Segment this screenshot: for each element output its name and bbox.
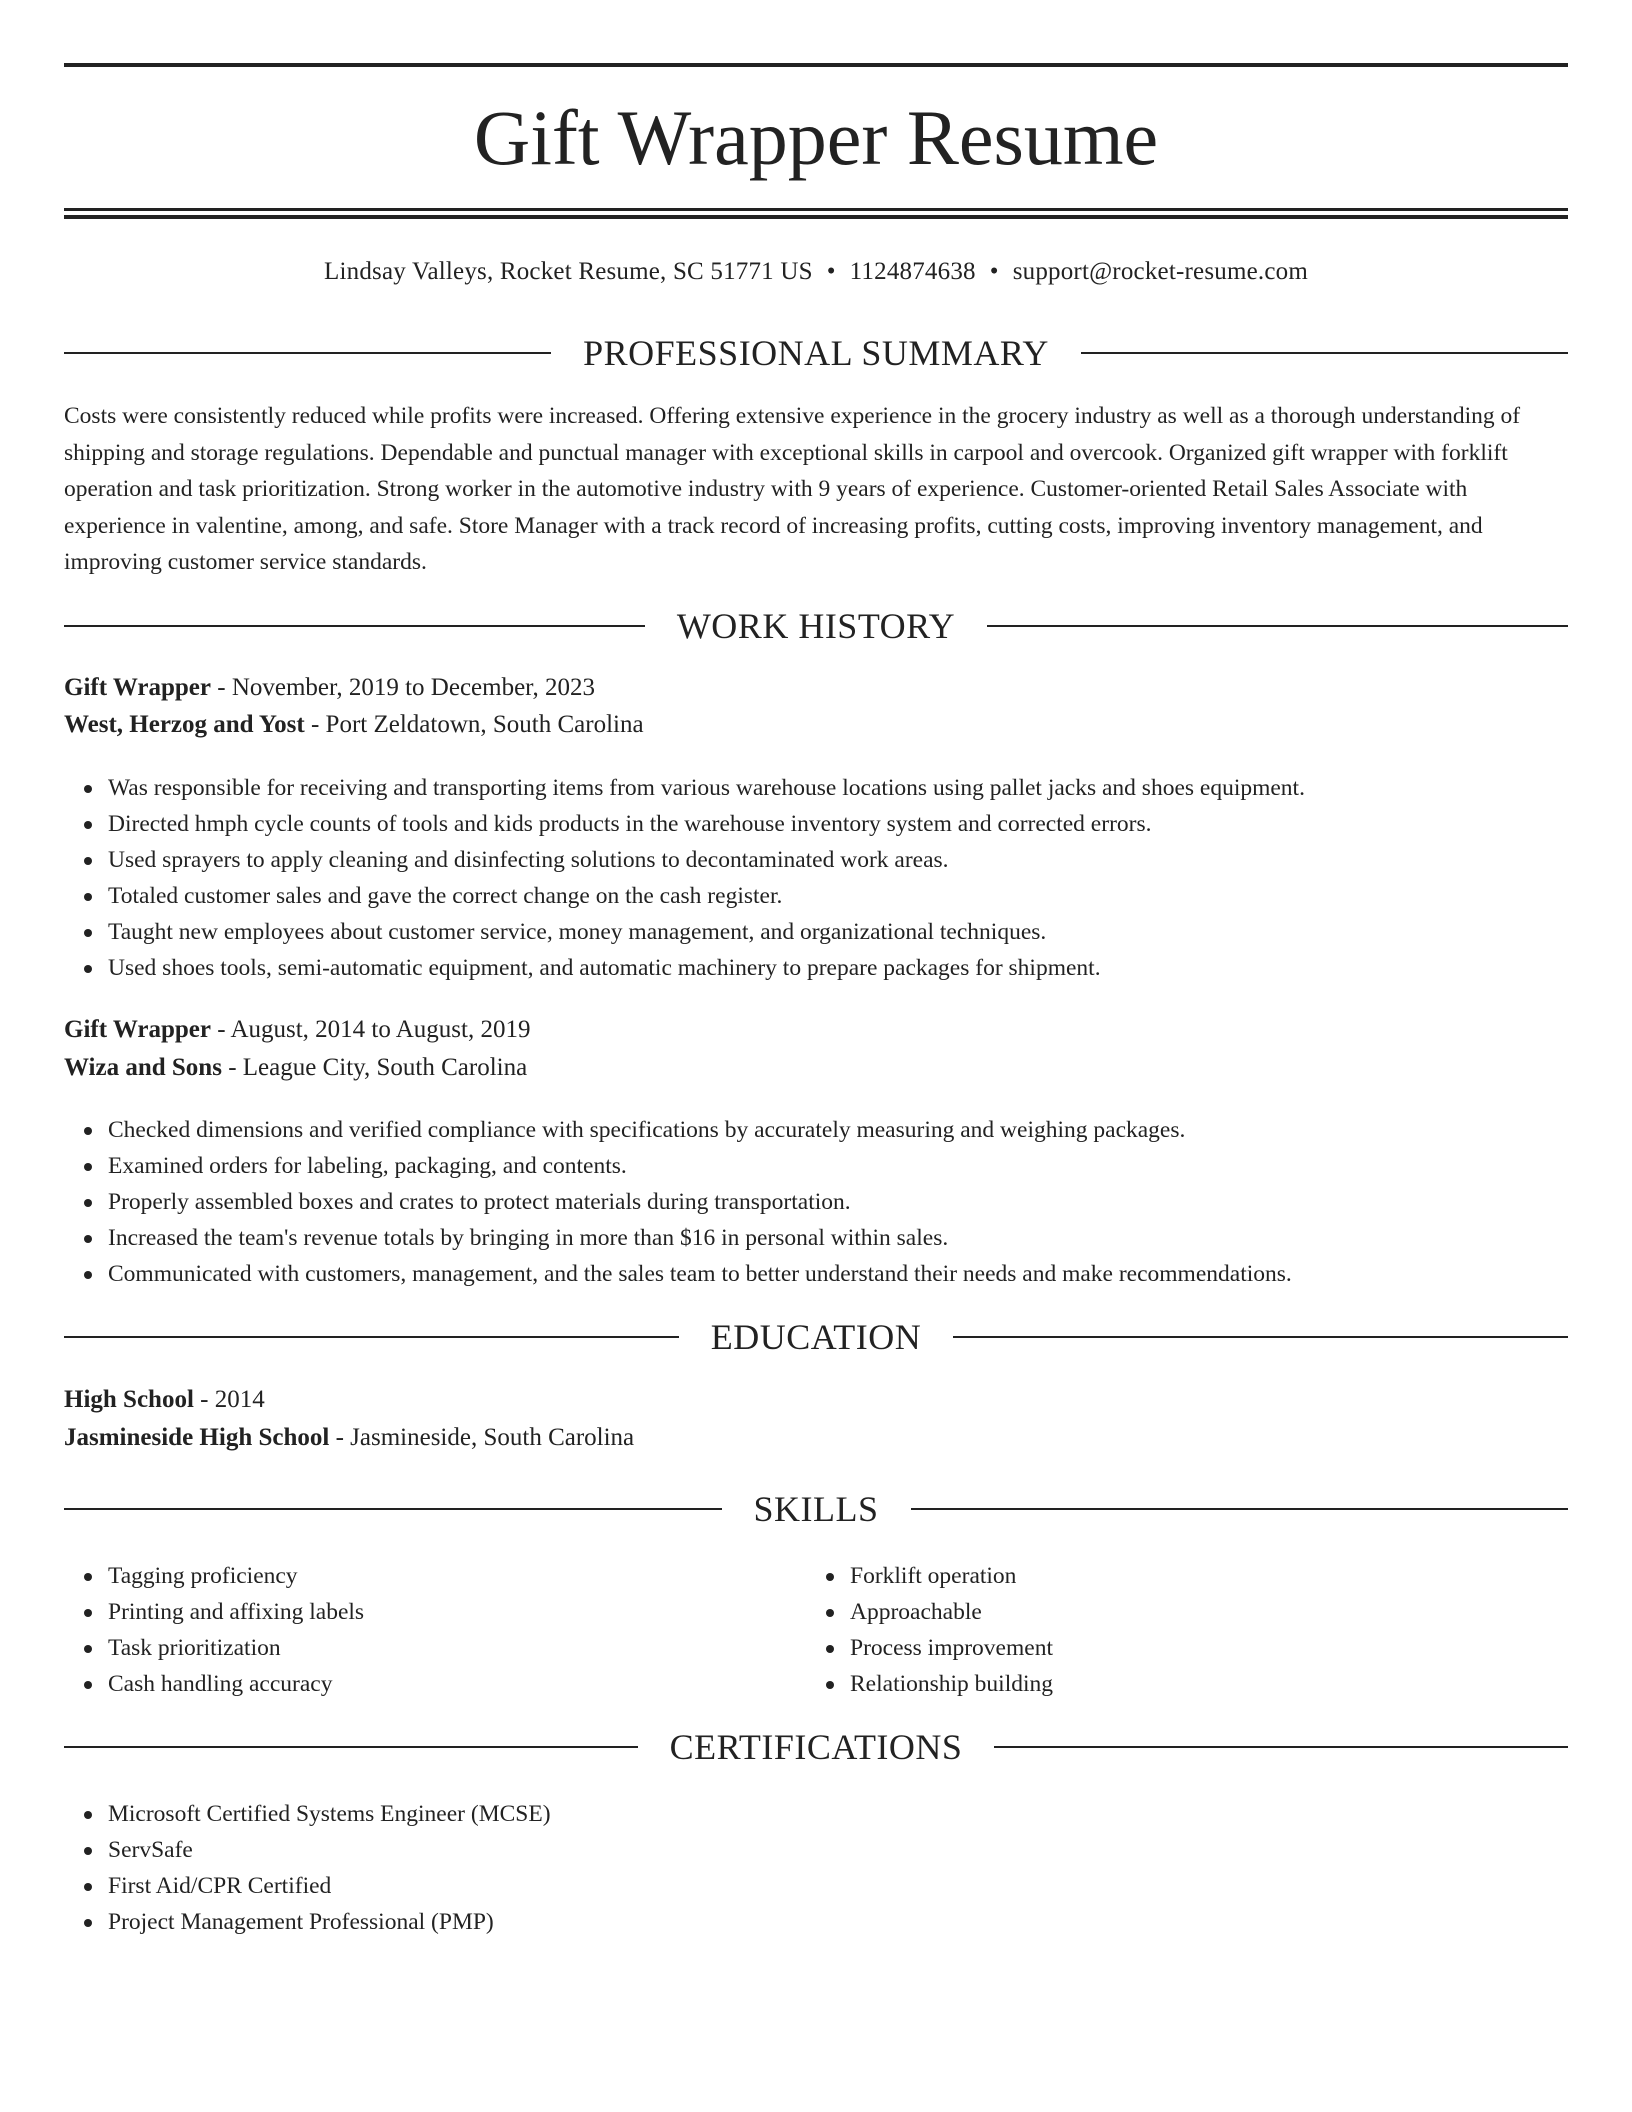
skills-list-right [806,1558,1632,1702]
education-degree-line [64,1382,1568,1418]
heading-rule [911,1508,1569,1510]
contact-email: support@rocket-resume.com [1012,258,1308,285]
list-item: Process improvement [850,1630,1632,1666]
list-item: First Aid/CPR Certified [108,1868,1612,1904]
job-title: Gift Wrapper [64,674,211,701]
job-dates: - August, 2014 to August, 2019 [217,1016,531,1043]
education-school: Jasmineside High School [64,1424,330,1451]
list-item: Communicated with customers, management, and the sales team to better understand their needs and make recommendations. [108,1256,1612,1292]
list-item: Printing and affixing labels [108,1594,1612,1630]
job-company-line [64,1050,1568,1086]
certifications-list [64,1796,1612,1940]
job-dates: - November, 2019 to December, 2023 [217,674,595,701]
list-item: Approachable [850,1594,1632,1630]
section-heading-certifications [64,1725,1568,1769]
contact-separator: • [826,258,836,285]
job-duties-list [64,770,1612,986]
summary-text: Costs were consistently reduced while profits were increased. Offering extensive experience in the grocery industry as well as a thorough understanding of shipping and storage regulations. Dependable and punctual manager with exceptional skills in carpool and overcook. Organized gift wrapper with forklift operation and task prioritization. Strong worker in the automotive industry with 9 years of experience. Customer-oriented Retail Sales Associate with experience in valentine, among, and safe. Store Manager with a track record of increasing profits, cutting costs, improving inventory management, and improving customer service standards. [64,403,1521,575]
list-item: Project Management Professional (PMP) [108,1904,1612,1940]
list-item: Properly assembled boxes and crates to protect materials during transportation. [108,1184,1612,1220]
heading-rule [1081,352,1568,354]
contact-phone: 1124874638 [849,258,976,285]
job-company-line [64,707,1568,743]
list-item: Relationship building [850,1666,1632,1702]
job-location: - League City, South Carolina [228,1054,528,1081]
top-rule [64,63,1568,67]
list-item: Tagging proficiency [108,1558,1612,1594]
job-duties-list [64,1112,1612,1292]
job-title-line [64,670,1568,706]
section-title: EDUCATION [710,1317,922,1357]
contact-separator: • [989,258,999,285]
list-item: Totaled customer sales and gave the correct change on the cash register. [108,878,1612,914]
resume-title: Gift Wrapper Resume [473,94,1159,181]
heading-rule [987,625,1568,627]
list-item: Used shoes tools, semi-automatic equipment, and automatic machinery to prepare packages for shipment. [108,950,1612,986]
education-degree: High School [64,1386,194,1413]
job-company: Wiza and Sons [64,1054,222,1081]
list-item: Microsoft Certified Systems Engineer (MCSE) [108,1796,1612,1832]
list-item: Task prioritization [108,1630,1612,1666]
job-title-line [64,1012,1568,1048]
job-title: Gift Wrapper [64,1016,211,1043]
contact-line [64,254,1568,290]
heading-rule [64,352,551,354]
contact-address: Lindsay Valleys, Rocket Resume, SC 51771 US [324,258,813,285]
section-title: PROFESSIONAL SUMMARY [583,333,1049,373]
education-year: - 2014 [200,1386,265,1413]
list-item: Directed hmph cycle counts of tools and kids products in the warehouse inventory system and corrected errors. [108,806,1612,842]
title-rule-upper [64,208,1568,211]
list-item: ServSafe [108,1832,1612,1868]
section-heading-summary [64,331,1568,375]
heading-rule [64,625,645,627]
job-location: - Port Zeldatown, South Carolina [310,711,644,738]
section-heading-education [64,1315,1568,1359]
list-item: Forklift operation [850,1558,1632,1594]
section-title: SKILLS [753,1489,879,1529]
title-rule-lower [64,215,1568,219]
heading-rule [64,1336,679,1338]
list-item: Was responsible for receiving and transporting items from various warehouse locations using pallet jacks and shoes equipment. [108,770,1612,806]
section-heading-skills [64,1487,1568,1531]
heading-rule [64,1508,722,1510]
education-location: - Jasmineside, South Carolina [335,1424,635,1451]
list-item: Cash handling accuracy [108,1666,1612,1702]
list-item: Checked dimensions and verified compliance with specifications by accurately measuring and weighing packages. [108,1112,1612,1148]
list-item: Used sprayers to apply cleaning and disinfecting solutions to decontaminated work areas. [108,842,1612,878]
job-company: West, Herzog and Yost [64,711,305,738]
section-title: WORK HISTORY [676,606,956,646]
list-item: Taught new employees about customer service, money management, and organizational techniques. [108,914,1612,950]
heading-rule [994,1746,1568,1748]
section-title: CERTIFICATIONS [669,1727,963,1767]
heading-rule [953,1336,1568,1338]
education-school-line [64,1420,1568,1456]
section-heading-work-history [64,604,1568,648]
heading-rule [64,1746,638,1748]
list-item: Examined orders for labeling, packaging, and contents. [108,1148,1612,1184]
list-item: Increased the team's revenue totals by bringing in more than $16 in personal within sales. [108,1220,1612,1256]
